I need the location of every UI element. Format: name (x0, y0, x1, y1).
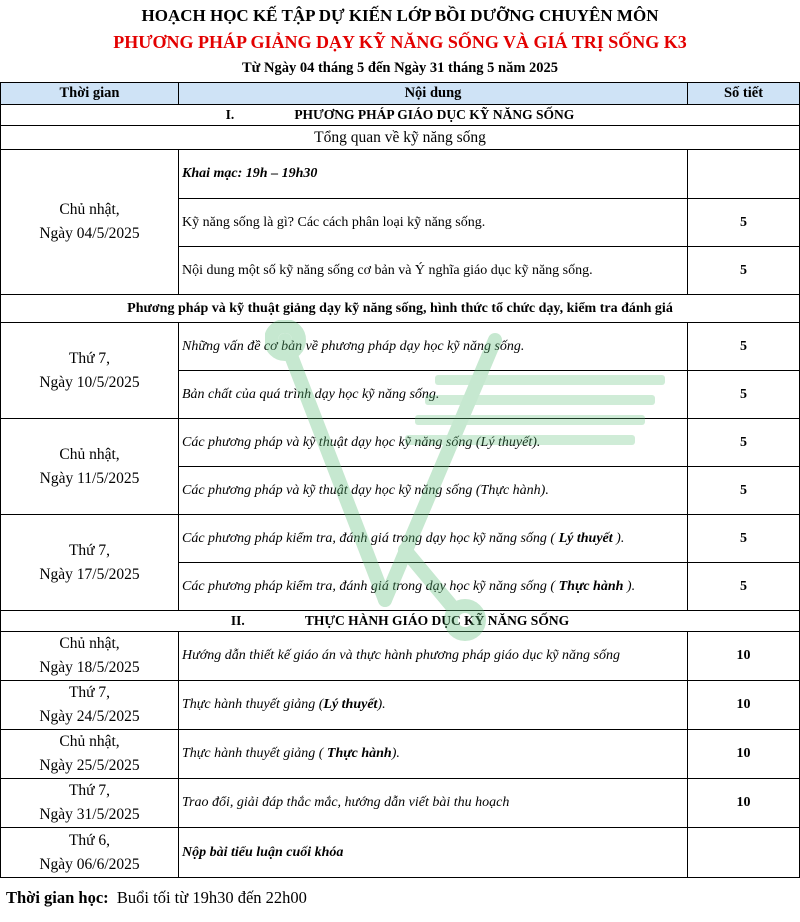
content-cell: Kỹ năng sống là gì? Các cách phân loại kỹ năng sống. (179, 199, 688, 247)
section-row (1, 611, 800, 632)
footer-value: Buổi tối từ 19h30 đến 22h00 (116, 888, 307, 907)
periods-cell: 10 (688, 779, 800, 828)
table-row (1, 419, 800, 467)
column-header-periods: Số tiết (688, 83, 800, 105)
table-row (1, 150, 800, 199)
time-cell: Chủ nhật, Ngày 18/5/2025 (1, 632, 179, 681)
time-cell: Thứ 7, Ngày 31/5/2025 (1, 779, 179, 828)
content-cell: Các phương pháp và kỹ thuật dạy học kỹ năng sống (Thực hành). (179, 467, 688, 515)
time-cell: Chủ nhật, Ngày 04/5/2025 (1, 150, 179, 295)
schedule-table (0, 82, 800, 878)
table-row (1, 828, 800, 878)
periods-cell (688, 828, 800, 878)
time-cell: Thứ 7, Ngày 10/5/2025 (1, 323, 179, 419)
section-number: I. (225, 107, 235, 122)
content-cell: Khai mạc: 19h – 19h30 (179, 150, 688, 199)
periods-cell: 10 (688, 632, 800, 681)
table-row (1, 632, 800, 681)
section-title: PHƯƠNG PHÁP GIÁO DỤC KỸ NĂNG SỐNG (294, 107, 575, 122)
time-cell: Thứ 6, Ngày 06/6/2025 (1, 828, 179, 878)
subheading: Phương pháp và kỹ thuật giảng dạy kỹ năng sống, hình thức tổ chức dạy, kiểm tra đánh giá (1, 295, 800, 323)
table-row (1, 681, 800, 730)
content-cell: Thực hành thuyết giảng ( Thực hành). (179, 730, 688, 779)
periods-cell: 5 (688, 515, 800, 563)
subheading: Tổng quan về kỹ năng sống (1, 126, 800, 150)
time-cell: Chủ nhật, Ngày 11/5/2025 (1, 419, 179, 515)
subheading-row (1, 126, 800, 150)
footer-label: Thời gian học: (6, 888, 109, 907)
table-row (1, 779, 800, 828)
content-cell: Trao đổi, giải đáp thắc mắc, hướng dẫn viết bài thu hoạch (179, 779, 688, 828)
periods-cell: 5 (688, 323, 800, 371)
document-subtitle: PHƯƠNG PHÁP GIẢNG DẠY KỸ NĂNG SỐNG VÀ GIÁ TRỊ SỐNG K3 (113, 32, 687, 52)
table-row (1, 730, 800, 779)
content-cell: Bản chất của quá trình dạy học kỹ năng sống. (179, 371, 688, 419)
periods-cell: 5 (688, 563, 800, 611)
content-cell: Thực hành thuyết giảng (Lý thuyết). (179, 681, 688, 730)
periods-cell: 10 (688, 730, 800, 779)
column-header-content: Nội dung (179, 83, 688, 105)
periods-cell: 5 (688, 247, 800, 295)
periods-cell: 5 (688, 419, 800, 467)
table-row (1, 323, 800, 371)
date-range: Từ Ngày 04 tháng 5 đến Ngày 31 tháng 5 năm 2025 (241, 60, 559, 76)
content-cell: Hướng dẫn thiết kế giáo án và thực hành phương pháp giáo dục kỹ năng sống (179, 632, 688, 681)
content-cell: Những vấn đề cơ bản về phương pháp dạy học kỹ năng sống. (179, 323, 688, 371)
content-cell: Nộp bài tiểu luận cuối khóa (179, 828, 688, 878)
content-cell: Các phương pháp và kỹ thuật dạy học kỹ năng sống (Lý thuyết). (179, 419, 688, 467)
periods-cell: 10 (688, 681, 800, 730)
section-number: II. (230, 613, 245, 628)
content-cell: Nội dung một số kỹ năng sống cơ bản và Ý nghĩa giáo dục kỹ năng sống. (179, 247, 688, 295)
table-header-row (1, 83, 800, 105)
footer-note (6, 888, 307, 908)
periods-cell: 5 (688, 371, 800, 419)
periods-cell (688, 150, 800, 199)
time-cell: Chủ nhật, Ngày 25/5/2025 (1, 730, 179, 779)
column-header-time: Thời gian (1, 83, 179, 105)
section-title: THỰC HÀNH GIÁO DỤC KỸ NĂNG SỐNG (304, 613, 570, 628)
content-cell: Các phương pháp kiểm tra, đánh giá trong dạy học kỹ năng sống ( Thực hành ). (179, 563, 688, 611)
document-title: HOẠCH HỌC KẾ TẬP DỰ KIẾN LỚP BỒI DƯỠNG CHUYÊN MÔN (141, 6, 659, 25)
content-cell: Các phương pháp kiểm tra, đánh giá trong dạy học kỹ năng sống ( Lý thuyết ). (179, 515, 688, 563)
periods-cell: 5 (688, 199, 800, 247)
time-cell: Thứ 7, Ngày 17/5/2025 (1, 515, 179, 611)
periods-cell: 5 (688, 467, 800, 515)
time-cell: Thứ 7, Ngày 24/5/2025 (1, 681, 179, 730)
section-row (1, 105, 800, 126)
table-row (1, 515, 800, 563)
subheading-row (1, 295, 800, 323)
